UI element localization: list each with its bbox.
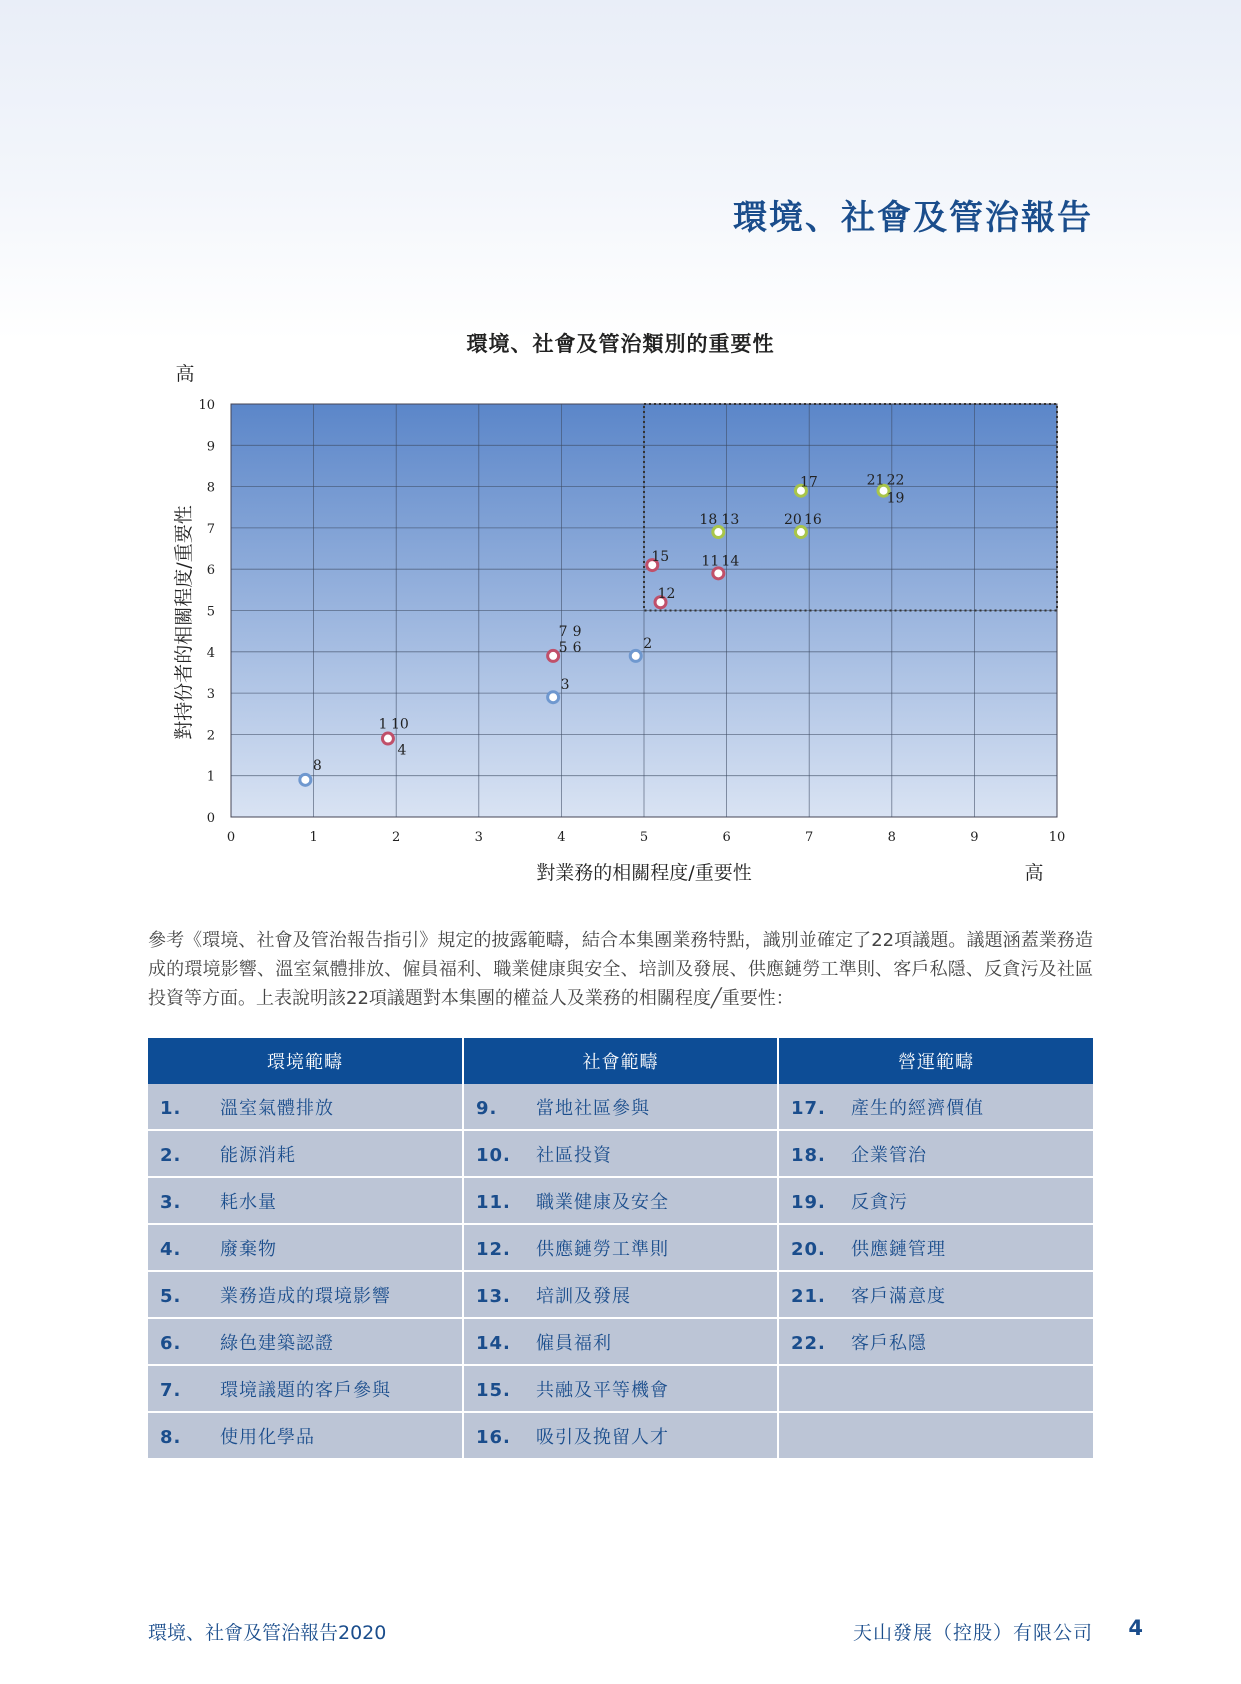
materiality-chart [160, 356, 1100, 896]
point-label: 5 [558, 639, 568, 656]
topic-label: 使用化學品 [220, 1426, 315, 1448]
topic-number: 16. [476, 1426, 511, 1448]
topic-number: 5. [160, 1285, 182, 1307]
table-cell [463, 1177, 778, 1224]
x-high-label: 高 [1024, 862, 1044, 884]
topic-label: 供應鏈勞工準則 [536, 1238, 669, 1260]
point-label: 13 [721, 512, 740, 529]
y-axis-label: 對持份者的相關程度/重要性 [173, 505, 195, 740]
table-row [148, 1130, 1093, 1177]
table-row [148, 1318, 1093, 1365]
topic-number: 20. [791, 1238, 826, 1260]
table-row [148, 1177, 1093, 1224]
topic-number: 21. [791, 1285, 826, 1307]
table-cell [148, 1224, 463, 1271]
x-tick-label: 2 [392, 830, 401, 845]
y-tick-label: 2 [206, 728, 215, 744]
table-row [148, 1224, 1093, 1271]
point-label: 16 [804, 512, 822, 529]
header-environment: 環境範疇 [148, 1038, 463, 1084]
table-cell [463, 1318, 778, 1365]
data-point [713, 527, 724, 538]
point-label: 15 [651, 549, 670, 566]
data-point [548, 650, 559, 661]
data-point [548, 692, 559, 703]
table-cell [778, 1318, 1093, 1365]
point-label: 11 [701, 553, 720, 570]
topic-label: 僱員福利 [536, 1332, 612, 1354]
table-cell [463, 1365, 778, 1412]
chart-title: 環境、社會及管治類別的重要性 [466, 332, 775, 356]
table-cell [463, 1130, 778, 1177]
point-label: 7 [558, 623, 568, 640]
table-cell [148, 1318, 463, 1365]
y-tick-label: 0 [206, 811, 215, 826]
topic-label: 溫室氣體排放 [220, 1097, 334, 1119]
topic-number: 22. [791, 1332, 826, 1354]
topic-label: 當地社區參與 [536, 1097, 650, 1119]
topic-label: 反貪污 [851, 1191, 908, 1213]
point-label: 18 [699, 512, 718, 529]
point-label: 6 [572, 639, 582, 656]
page-title: 環境、社會及管治報告 [733, 198, 1093, 238]
y-tick-label: 7 [206, 521, 215, 537]
topic-number: 2. [160, 1144, 182, 1166]
topic-label: 客戶滿意度 [851, 1285, 946, 1307]
y-tick-label: 8 [206, 480, 215, 496]
point-label: 9 [572, 623, 582, 640]
topic-label: 綠色建築認證 [220, 1332, 334, 1354]
y-tick-label: 9 [206, 439, 215, 455]
data-point [382, 733, 393, 744]
y-tick-label: 10 [198, 398, 215, 413]
point-label: 10 [391, 716, 409, 733]
topic-label: 客戶私隱 [851, 1332, 927, 1354]
topic-label: 企業管治 [851, 1144, 927, 1166]
x-tick-label: 7 [805, 830, 814, 845]
point-label: 8 [312, 757, 322, 774]
table-row [148, 1365, 1093, 1412]
topic-number: 11. [476, 1191, 511, 1213]
table-cell [148, 1271, 463, 1318]
point-label: 2 [643, 635, 653, 652]
point-label: 12 [657, 586, 676, 603]
y-tick-label: 3 [206, 687, 215, 703]
table-cell [778, 1224, 1093, 1271]
topic-label: 耗水量 [220, 1191, 277, 1213]
table-cell [148, 1084, 463, 1130]
data-point [300, 774, 311, 785]
table-header-row [148, 1038, 1093, 1084]
page-number: 4 [1128, 1616, 1143, 1640]
topic-label: 共融及平等機會 [536, 1379, 669, 1401]
table-cell [778, 1177, 1093, 1224]
topic-label: 產生的經濟價值 [851, 1097, 984, 1119]
x-tick-label: 5 [639, 830, 649, 845]
topic-number: 13. [476, 1285, 511, 1307]
point-label: 19 [886, 490, 905, 507]
table-cell [148, 1412, 463, 1459]
intro-paragraph: 參考《環境、社會及管治報告指引》規定的披露範疇，結合本集團業務特點，識別並確定了22項議題。議題涵蓋業務造成的環境影響、溫室氣體排放、僱員福利、職業健康與安全、培訓及發展、供應鏈勞工準則、客戶私隱、反貪污及社區投資等方面。上表說明該22項議題對本集團的權益人及業務的相關程度╱重要性： [148, 930, 1093, 1009]
topic-number: 8. [160, 1426, 182, 1448]
table-cell [148, 1130, 463, 1177]
x-tick-label: 6 [722, 830, 731, 845]
table-cell [463, 1224, 778, 1271]
topic-number: 7. [160, 1379, 182, 1401]
topic-number: 3. [160, 1191, 182, 1213]
y-tick-label: 5 [206, 604, 215, 620]
topic-number: 19. [791, 1191, 826, 1213]
data-point [713, 568, 724, 579]
table-cell [778, 1084, 1093, 1130]
x-tick-label: 0 [226, 830, 236, 845]
point-label: 20 [784, 512, 802, 529]
header-background [0, 0, 1241, 340]
y-high-label: 高 [175, 363, 195, 385]
topic-number: 4. [160, 1238, 182, 1260]
topic-label: 能源消耗 [220, 1144, 296, 1166]
table-cell [463, 1271, 778, 1318]
topic-label: 環境議題的客戶參與 [220, 1379, 391, 1401]
data-point [630, 650, 641, 661]
x-tick-label: 8 [887, 830, 896, 845]
topic-number: 12. [476, 1238, 511, 1260]
topic-number: 9. [476, 1097, 498, 1119]
table-cell [778, 1130, 1093, 1177]
topic-number: 10. [476, 1144, 511, 1166]
point-label: 21 [866, 472, 885, 489]
table-row [148, 1412, 1093, 1459]
topic-number: 15. [476, 1379, 511, 1401]
point-label: 22 [886, 472, 905, 489]
footer-report-title: 環境、社會及管治報告2020 [148, 1622, 387, 1644]
topic-label: 培訓及發展 [536, 1285, 631, 1307]
x-tick-label: 1 [309, 830, 318, 845]
table-row [148, 1084, 1093, 1130]
header-operation: 營運範疇 [778, 1038, 1093, 1084]
point-label: 1 [378, 716, 388, 733]
topic-number: 1. [160, 1097, 182, 1119]
table-cell [148, 1365, 463, 1412]
x-axis-label: 對業務的相關程度/重要性 [536, 862, 752, 884]
topic-number: 17. [791, 1097, 826, 1119]
x-tick-label: 10 [1048, 830, 1066, 845]
topic-label: 吸引及挽留人才 [536, 1426, 669, 1448]
x-tick-label: 3 [474, 830, 483, 845]
table-cell [148, 1177, 463, 1224]
point-label: 3 [560, 677, 570, 694]
topic-label: 社區投資 [536, 1144, 612, 1166]
point-label: 4 [397, 742, 407, 759]
topic-label: 職業健康及安全 [536, 1191, 669, 1213]
point-label: 14 [721, 553, 740, 570]
table-cell [778, 1271, 1093, 1318]
topic-number: 6. [160, 1332, 182, 1354]
topic-label: 供應鏈管理 [851, 1238, 946, 1260]
data-point [795, 527, 806, 538]
footer-company: 天山發展（控股）有限公司 [852, 1622, 1093, 1644]
topic-label: 業務造成的環境影響 [220, 1285, 391, 1307]
table-row [148, 1271, 1093, 1318]
topic-label: 廢棄物 [220, 1238, 277, 1260]
topic-number: 14. [476, 1332, 511, 1354]
header-social: 社會範疇 [463, 1038, 778, 1084]
table-cell [463, 1412, 778, 1459]
topics-table [148, 1038, 1093, 1460]
topic-number: 18. [791, 1144, 826, 1166]
x-tick-label: 4 [557, 830, 566, 845]
y-tick-label: 6 [206, 563, 215, 579]
table-cell [463, 1084, 778, 1130]
y-tick-label: 4 [206, 645, 215, 661]
y-tick-label: 1 [206, 769, 215, 785]
table-cell [778, 1365, 1093, 1412]
x-tick-label: 9 [970, 830, 979, 845]
table-cell [778, 1412, 1093, 1459]
point-label: 17 [800, 474, 818, 491]
